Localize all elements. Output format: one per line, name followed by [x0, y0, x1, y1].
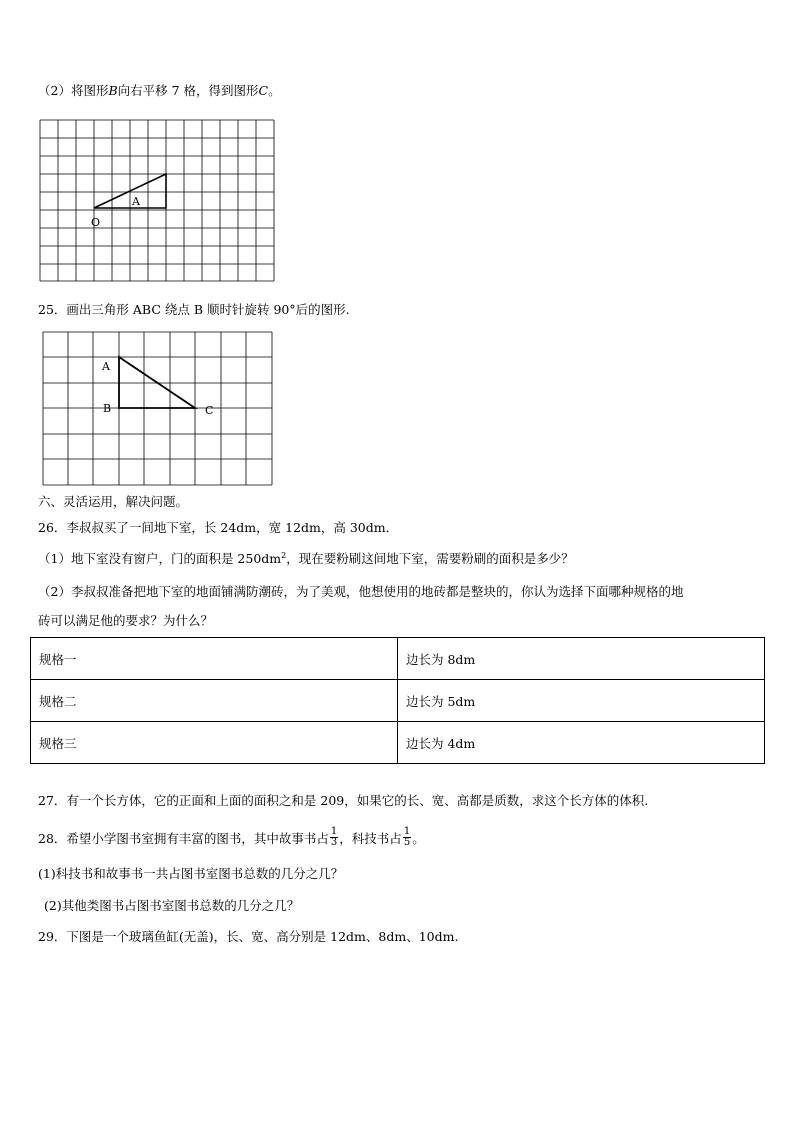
q28-part2: (2)其他类图书占图书室图书总数的几分之几？ [44, 898, 300, 913]
q28-middle: ，科技书占 [339, 831, 402, 846]
translation-grid [39, 119, 277, 285]
q29-text: 29．下图是一个玻璃鱼缸(无盖)，长、宽、高分别是 12dm、8dm、10dm. [38, 929, 459, 944]
q26-part2-line2: 砖可以满足他的要求？为什么？ [38, 613, 214, 628]
q28-prefix: 28．希望小学图书室拥有丰富的图书，其中故事书占 [38, 831, 329, 846]
grid1-lines [40, 120, 274, 281]
q26-part1-suffix: ，现在要粉刷这间地下室，需要粉刷的面积是多少？ [286, 551, 574, 566]
frac2-denominator: 5 [403, 837, 411, 848]
grid2-label-a: A [102, 360, 110, 373]
rotation-grid [42, 331, 276, 487]
fraction-one-third [330, 827, 338, 848]
spec-value: 边长为 5dm [398, 680, 765, 722]
figure-b-label: B [108, 83, 118, 98]
q26-part1-sup: 2 [281, 550, 287, 560]
q25-text: 25．画出三角形 ABC 绕点 B 顺时针旋转 90°后的图形. [38, 302, 350, 317]
spec-value: 边长为 4dm [398, 722, 765, 764]
grid1-label-a: A [132, 195, 140, 208]
table-row [31, 638, 765, 680]
q27-text: 27．有一个长方体，它的正面和上面的面积之和是 209，如果它的长、宽、高都是质数，求这个长方体的体积. [38, 793, 649, 808]
table-row [31, 680, 765, 722]
spec-name: 规格二 [31, 680, 398, 722]
frac2-numerator: 1 [403, 826, 411, 837]
q28-text [38, 826, 425, 850]
q24-part2-suffix: 。 [268, 83, 281, 98]
spec-name: 规格三 [31, 722, 398, 764]
triangle-abc [119, 357, 195, 408]
spec-value: 边长为 8dm [398, 638, 765, 680]
q24-part2-middle: 向右平移 7 格，得到图形 [117, 83, 259, 98]
spec-name: 规格一 [31, 638, 398, 680]
figure-c-label: C [258, 83, 269, 98]
spec-table [30, 637, 765, 764]
fraction-one-fifth [403, 827, 411, 848]
frac1-denominator: 3 [330, 837, 338, 848]
q28-part1: (1)科技书和故事书一共占图书室图书总数的几分之几？ [38, 866, 344, 881]
q26-part1 [38, 551, 574, 567]
table-row [31, 722, 765, 764]
q26-part1-prefix: （1）地下室没有窗户，门的面积是 250dm [38, 551, 282, 566]
grid2-label-c: C [205, 404, 214, 417]
grid1-label-o: O [91, 216, 101, 229]
q26-part2-line1: （2）李叔叔准备把地下室的地面铺满防潮砖，为了美观，他想使用的地砖都是整块的，你认为选择下面哪种规格的地 [38, 584, 684, 599]
grid2-label-b: B [103, 402, 112, 415]
frac1-numerator: 1 [330, 826, 338, 837]
q24-part2-prefix: （2）将图形 [38, 83, 109, 98]
q28-suffix: 。 [412, 831, 425, 846]
q24-part2-text [38, 83, 281, 99]
q26-stem: 26．李叔叔买了一间地下室，长 24dm，宽 12dm，高 30dm． [38, 520, 399, 535]
section-title: 六、灵活运用，解决问题。 [38, 494, 189, 509]
